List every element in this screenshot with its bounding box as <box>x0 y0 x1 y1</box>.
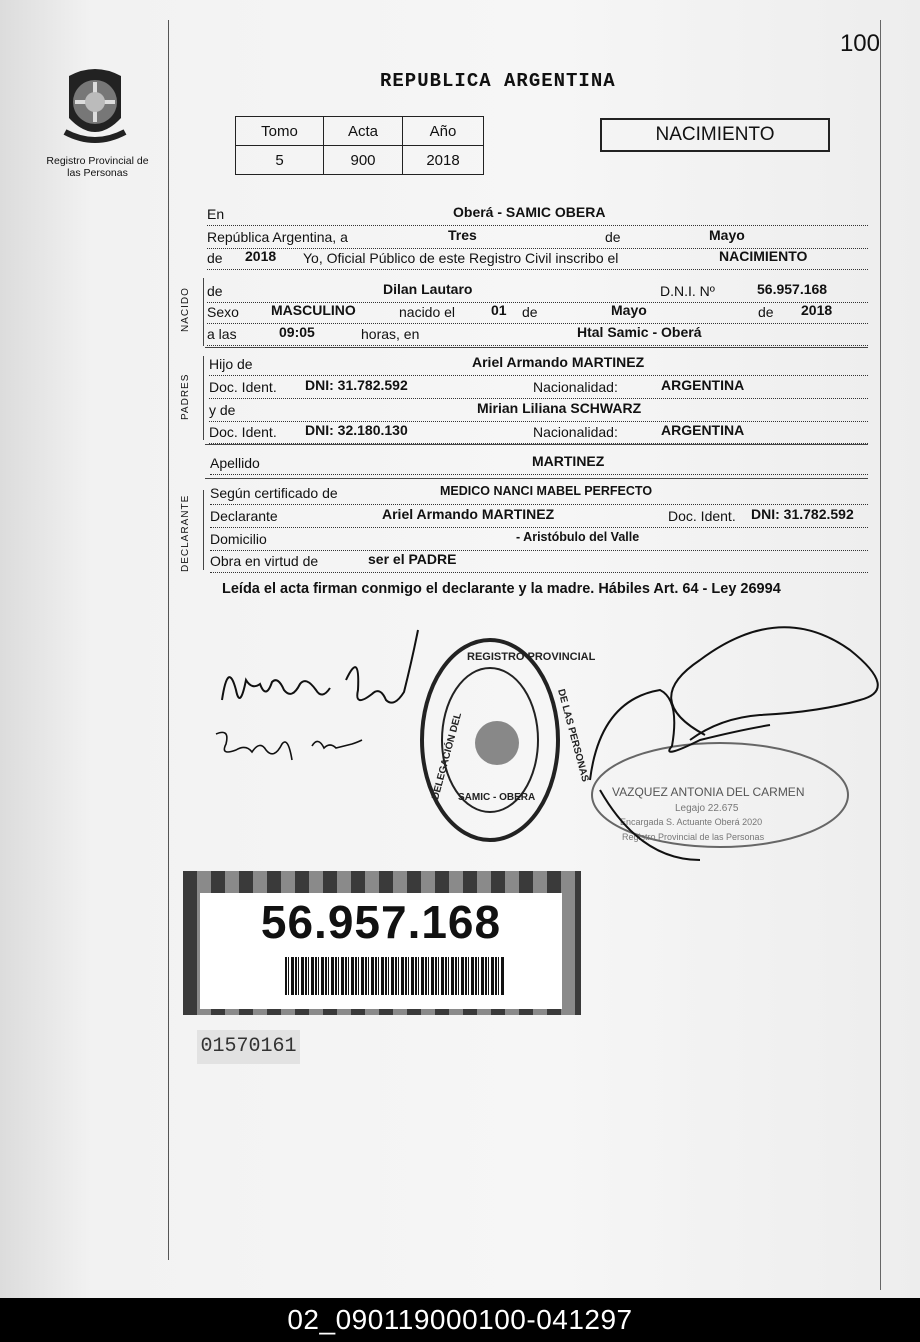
dni-label: D.N.I. Nº <box>660 283 715 299</box>
month-label: de <box>605 229 621 245</box>
table-cell: 5 <box>236 146 324 175</box>
mother-signature <box>216 732 362 760</box>
dni-value: 56.957.168 <box>757 281 828 297</box>
year-value: 2018 <box>245 248 277 264</box>
address-label: Domicilio <box>210 531 267 547</box>
surname-value: MARTINEZ <box>532 453 605 469</box>
born-year-value: 2018 <box>801 302 833 318</box>
year-prefix-label: de <box>207 250 223 266</box>
born-day-value: 01 <box>491 302 507 318</box>
declarant-name-value: Ariel Armando MARTINEZ <box>382 506 555 522</box>
country-title: REPUBLICA ARGENTINA <box>380 70 616 92</box>
birth-name-label: de <box>207 283 223 299</box>
registration-text: Yo, Oficial Público de este Registro Civil inscribo el <box>303 250 619 266</box>
born-month-label: de <box>522 304 538 320</box>
father-name-value: Ariel Armando MARTINEZ <box>472 354 645 370</box>
born-month-value: Mayo <box>611 302 647 318</box>
mother-nationality-value: ARGENTINA <box>661 422 745 438</box>
sex-label: Sexo <box>207 304 239 320</box>
mother-doc-value: DNI: 32.180.130 <box>305 422 408 438</box>
registry-name: Registro Provincial de las Personas <box>46 155 149 179</box>
seal-text-bottom: SAMIC - OBERA <box>458 792 536 803</box>
certificate-value: MEDICO NANCI MABEL PERFECTO <box>440 484 653 498</box>
registration-type: NACIMIENTO <box>719 248 808 264</box>
place-value: Htal Samic - Oberá <box>577 324 702 340</box>
acts-by-virtue-value: ser el PADRE <box>368 551 457 567</box>
section-label-parents: PADRES <box>180 373 191 420</box>
barcode-number: 56.957.168 <box>260 896 502 948</box>
born-year-label: de <box>758 304 774 320</box>
table-header-cell: Año <box>403 117 484 146</box>
republic-label: República Argentina, a <box>207 229 348 245</box>
footer-code: 02_090119000100-041297 <box>0 1298 920 1342</box>
day-value: Tres <box>448 227 477 243</box>
time-label: a las <box>207 326 237 342</box>
official-stamp-name: VAZQUEZ ANTONIA DEL CARMEN <box>612 785 805 799</box>
father-signature <box>222 630 418 703</box>
father-doc-label: Doc. Ident. <box>209 379 277 395</box>
document-type-box: NACIMIENTO <box>600 118 830 152</box>
month-value: Mayo <box>709 227 745 243</box>
mother-nationality-label: Nacionalidad: <box>533 424 618 440</box>
surname-label: Apellido <box>210 455 260 471</box>
official-stamp-line: Encargada S. Actuante Oberá 2020 <box>620 817 763 827</box>
mother-name-value: Mirian Liliana SCHWARZ <box>477 400 642 416</box>
serial-number-label: 01570161 <box>197 1030 300 1064</box>
declarant-label: Declarante <box>210 508 278 524</box>
time-value: 09:05 <box>279 324 315 340</box>
seal-text-left: DELEGACIÓN DEL <box>430 711 465 801</box>
address-value: - Aristóbulo del Valle <box>516 530 640 544</box>
seal-text-top: REGISTRO PROVINCIAL <box>467 651 596 663</box>
declarant-doc-label: Doc. Ident. <box>668 508 736 524</box>
table-header-cell: Tomo <box>236 117 324 146</box>
born-label: nacido el <box>399 304 456 320</box>
table-cell: 2018 <box>403 146 484 175</box>
location-label: En <box>207 206 225 222</box>
certificate-label: Según certificado de <box>210 485 338 501</box>
mother-doc-label: Doc. Ident. <box>209 424 277 440</box>
table-header-cell: Acta <box>324 117 403 146</box>
table-cell: 900 <box>324 146 403 175</box>
child-of-label: Hijo de <box>209 356 253 372</box>
birth-name-value: Dilan Lautaro <box>383 281 473 297</box>
barcode-icon <box>285 957 505 995</box>
section-label-declarant: DECLARANTE <box>180 494 191 572</box>
page-number: 100 <box>839 30 880 57</box>
seal-text-right: DE LAS PERSONAS <box>555 687 591 784</box>
location-value: Oberá - SAMIC OBERA <box>453 204 606 220</box>
section-label-born: NACIDO <box>180 287 191 332</box>
place-label: horas, en <box>361 326 420 342</box>
father-doc-value: DNI: 31.782.592 <box>305 377 408 393</box>
official-stamp-line: Legajo 22.675 <box>675 803 739 814</box>
official-stamp-line: Registro Provincial de las Personas <box>622 832 765 842</box>
closing-statement: Leída el acta firman conmigo el declarante y la madre. Hábiles Art. 64 - Ley 26994 <box>222 581 781 597</box>
acts-by-virtue-label: Obra en virtud de <box>210 553 319 569</box>
sex-value: MASCULINO <box>271 302 356 318</box>
delegation-seal <box>422 640 596 840</box>
father-nationality-value: ARGENTINA <box>661 377 745 393</box>
and-label: y de <box>209 402 236 418</box>
declarant-doc-value: DNI: 31.782.592 <box>751 506 854 522</box>
father-nationality-label: Nacionalidad: <box>533 379 618 395</box>
